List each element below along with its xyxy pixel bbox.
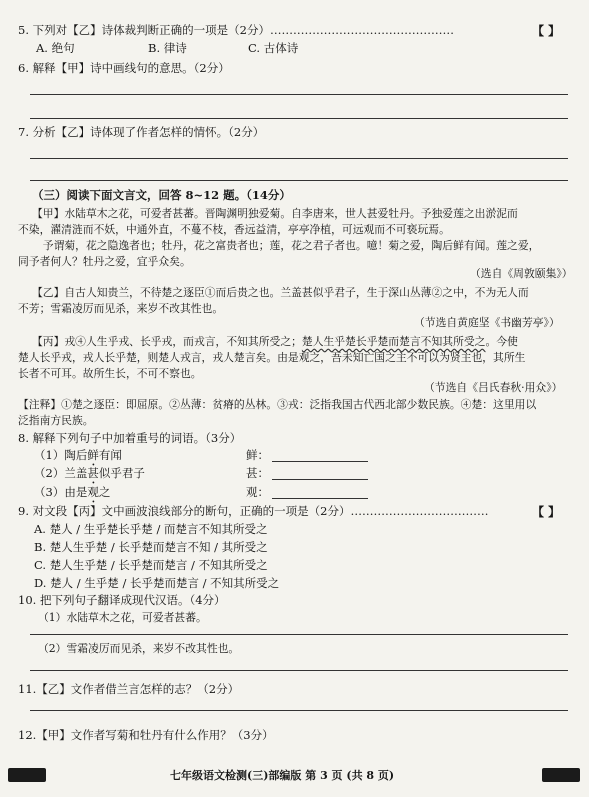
q8-item-3-answer-blank[interactable]: [272, 498, 368, 499]
passage-jia-line-3: 予谓菊，花之隐逸者也；牡丹，花之富贵者也；莲，花之君子者也。噫！菊之爱，陶后鲜有闻。莲之爱，: [32, 239, 540, 252]
passage-bing-line-1: [32, 334, 518, 350]
notes-line-2: 泛指南方民族。: [18, 414, 94, 427]
q7-stem: 7. 分析【乙】诗体现了作者怎样的情怀。（2分）: [18, 125, 265, 139]
q8-stem: 8. 解释下列句子中加着重号的词语。（3分）: [18, 431, 242, 445]
passage-yi-source: （节选自黄庭坚《书幽芳亭》）: [414, 316, 560, 329]
q8-item-2-dotted-word: 甚: [87, 466, 99, 480]
passage-bing-line-1-end: 。今使: [485, 335, 518, 348]
q8-item-1-dotted-word: 鲜: [87, 448, 99, 462]
q12-stem: 12.【甲】文作者写菊和牡丹有什么作用？（3分）: [18, 728, 274, 742]
passage-bing-wavy-sentence: 楚人生乎楚长乎楚而楚言不知其所受之: [301, 335, 486, 348]
q9-stem: 9. 对文段【丙】文中画波浪线部分的断句，正确的一项是（2分）………………………………: [18, 504, 489, 518]
q8-item-1-answer-blank[interactable]: [272, 461, 368, 462]
passage-jia-source: （选自《周敦颐集》）: [470, 267, 573, 280]
q8-item-2-answer-blank[interactable]: [272, 479, 368, 480]
q8-item-3: （3）由是观之: [34, 485, 111, 499]
q10-item-2: （2）雪霜凌厉而见杀，来岁不改其性也。: [38, 642, 240, 655]
q8-item-2: （2）兰盖甚似乎君子: [34, 466, 145, 480]
q7-answer-line-2[interactable]: [30, 180, 568, 181]
section-3-heading: （三）阅读下面文言文，回答 8~12 题。（14分）: [32, 188, 291, 202]
passage-bing-line-2: 楚人长乎戎，戎人长乎楚，则楚人戎言，戎人楚言矣。由是观之，吾未知亡国之主不可以为贤主也，其所生: [18, 351, 526, 364]
q6-stem: 6. 解释【甲】诗中画线句的意思。（2分）: [18, 61, 230, 75]
passage-yi-line-1: 【乙】自古人知贵兰，不待楚之逐臣①而后贵之也。兰盖甚似乎君子，生于深山丛薄②之中，不为无人而: [32, 286, 529, 299]
passage-yi-line-2: 不芳；雪霜凌厉而见杀，来岁不改其性也。: [18, 302, 224, 315]
q9-answer-bracket[interactable]: 【 】: [532, 505, 561, 519]
passage-bing-source: （节选自《吕氏春秋·用众》）: [424, 381, 563, 394]
passage-jia-line-2: 不染，濯清涟而不妖，中通外直，不蔓不枝，香远益清，亭亭净植，可远观而不可亵玩焉。: [18, 223, 450, 236]
q10-item-2-answer-line[interactable]: [30, 670, 568, 671]
q11-stem: 11.【乙】文作者借兰言怎样的志？（2分）: [18, 682, 240, 696]
q9-option-d: D. 楚人 / 生乎楚 / 长乎楚而楚言 / 不知其所受之: [34, 576, 280, 590]
q10-stem: 10. 把下列句子翻译成现代汉语。（4分）: [18, 593, 226, 607]
q11-answer-line[interactable]: [30, 710, 568, 711]
q6-answer-line-1[interactable]: [30, 94, 568, 95]
passage-bing-line-3: 长者不可耳。故所生长，不可不察也。: [18, 367, 202, 380]
q5-option-c: C. 古体诗: [248, 41, 299, 55]
q8-item-3-dotted-word: 观: [87, 485, 99, 499]
q8-item-1-label: 鲜：: [246, 448, 269, 462]
q9-option-c: C. 楚人生乎楚 / 长乎楚而楚言 / 不知其所受之: [34, 558, 268, 572]
q10-item-1-answer-line[interactable]: [30, 634, 568, 635]
notes-line-1: 【注释】①楚之逐臣：即屈原。②丛薄：贫瘠的丛林。③戎：泛指我国古代西北部少数民族。④楚：这里用以: [18, 398, 537, 411]
registration-mark-left: [8, 768, 46, 782]
passage-bing-line-1-start: 【丙】戎④人生乎戎、长乎戎，而戎言，不知其所受之；: [32, 335, 302, 348]
registration-mark-right: [542, 768, 580, 782]
q5-answer-bracket[interactable]: 【 】: [532, 24, 561, 38]
passage-jia-line-1: 【甲】水陆草木之花，可爱者甚蕃。晋陶渊明独爱菊。自李唐来，世人甚爱牡丹。予独爱莲之出淤泥而: [32, 207, 518, 220]
q7-answer-line-1[interactable]: [30, 158, 568, 159]
q5-option-b: B. 律诗: [148, 41, 187, 55]
q8-item-2-label: 甚：: [246, 466, 269, 480]
q8-item-1: （1）陶后鲜有闻: [34, 448, 122, 462]
passage-jia-line-4: 同予者何人？牡丹之爱，宜乎众矣。: [18, 255, 191, 268]
q5-option-a: A. 绝句: [36, 41, 75, 55]
q8-item-3-label: 观：: [246, 485, 269, 499]
q6-answer-line-2[interactable]: [30, 118, 568, 119]
q9-option-a: A. 楚人 / 生乎楚长乎楚 / 而楚言不知其所受之: [34, 522, 268, 536]
q10-item-1: （1）水陆草木之花，可爱者甚蕃。: [38, 611, 207, 624]
q5-stem: 5. 下列对【乙】诗体裁判断正确的一项是（2分）…………………………………………: [18, 23, 454, 37]
q9-option-b: B. 楚人生乎楚 / 长乎楚而楚言不知 / 其所受之: [34, 540, 268, 554]
page-footer: 七年级语文检测(三)部编版 第 3 页 (共 8 页): [170, 769, 395, 782]
